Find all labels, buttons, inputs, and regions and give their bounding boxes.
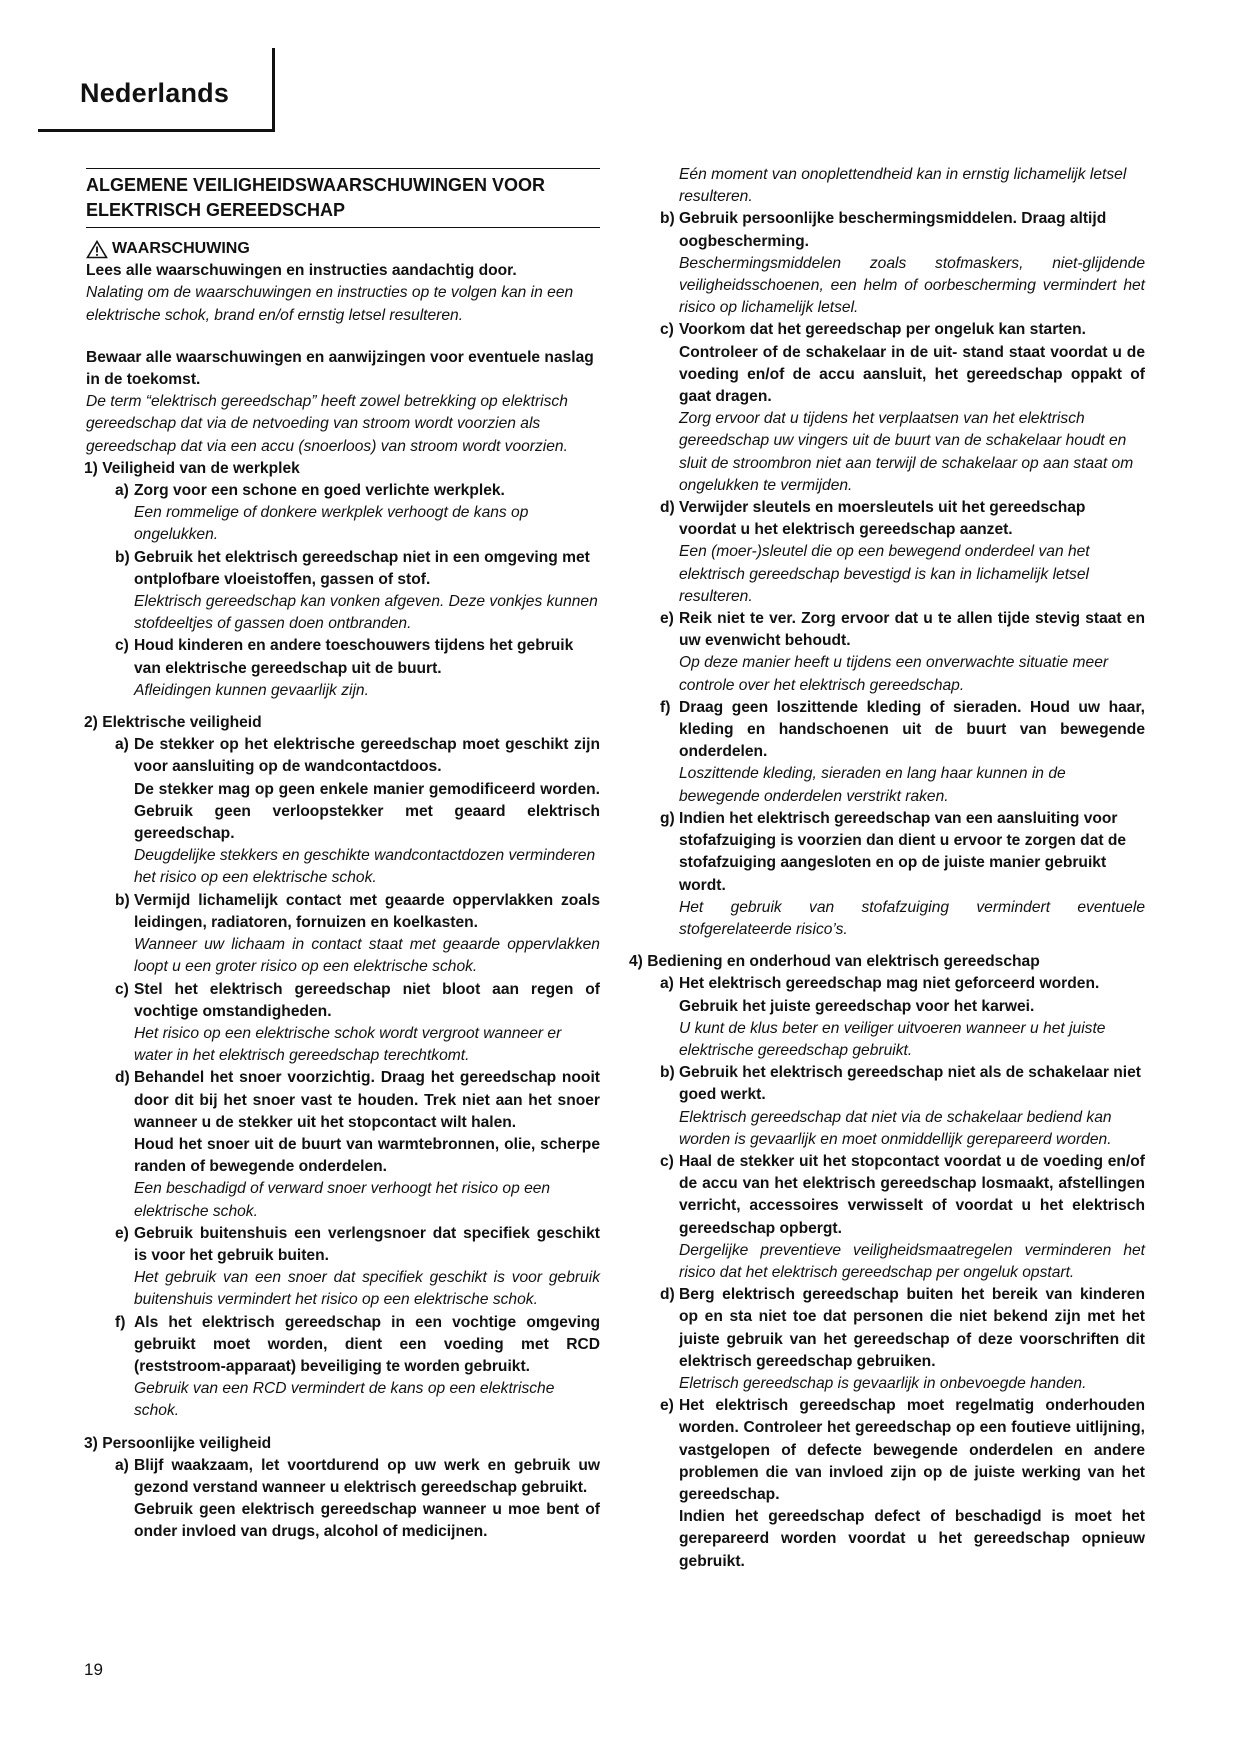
tab-border-vertical bbox=[272, 48, 275, 132]
keep-instructions-italic: De term “elektrisch gereedschap” heeft zowel betrekking op elektrisch gereedschap dat via de netvoeding van stroom wordt voorzien als gereedschap dat via een accu (snoerloos) van stroom wordt voorzien. bbox=[86, 393, 568, 455]
list-item: f) Als het elektrisch gereedschap in een vochtige omgeving gebruikt moet worden, dient een voeding met RCD (reststroom-apparaat) beveiliging te worden gebruikt. Gebruik van een RCD vermindert de kans op een elektrische schok. bbox=[115, 1313, 600, 1420]
language-tab bbox=[38, 48, 274, 132]
list-item: a) De stekker op het elektrische gereedschap moet geschikt zijn voor aansluiting op de wandcontactdoos. De stekker mag op geen enkele manier gemodificeerd worden. Gebruik geen verloopstekker met geaard elektrisch gereedschap. Deugdelijke stekkers en geschikte wandcontactdozen verminderen het risico op een elektrische schok. bbox=[115, 736, 600, 887]
list-item: f) Draag geen loszittende kleding of sieraden. Houd uw haar, kleding en handschoenen uit de buurt van bewegende onderdelen. Loszittende kleding, sieraden en lang haar kunnen in de bewegende onderdelen verstrikt raken. bbox=[660, 698, 1145, 805]
warning-triangle-icon bbox=[86, 240, 108, 259]
left-column bbox=[86, 168, 600, 1544]
list-item: e) Gebruik buitenshuis een verlengsnoer dat specifiek geschikt is voor het gebruik buiten. Het gebruik van een snoer dat specifiek geschikt is voor gebruik buitenshuis vermindert het risico op een elektrische schok. bbox=[115, 1224, 600, 1309]
section-4-heading: 4) Bediening en onderhoud van elektrisch gereedschap bbox=[629, 953, 1040, 971]
list-item: b) Vermijd lichamelijk contact met geaarde oppervlakken zoals leidingen, radiatoren, fornuizen en koelkasten. Wanneer uw lichaam in contact staat met geaarde oppervlakken loopt u een groter risico op een elektrische schok. bbox=[115, 891, 600, 976]
list-item: b) Gebruik het elektrisch gereedschap niet in een omgeving met ontplofbare vloeistoffen, gassen of stof. Elektrisch gereedschap kan vonken afgeven. Deze vonkjes kunnen stofdeeltjes of gassen doen ontbranden. bbox=[115, 548, 598, 633]
section-2-heading: 2) Elektrische veiligheid bbox=[84, 714, 262, 732]
list-item: d) Behandel het snoer voorzichtig. Draag het gereedschap nooit door dit bij het snoer vast te houden. Trek niet aan het snoer wanneer u de stekker uit het stopcontact wilt halen. Houd het snoer uit de buurt van warmtebronnen, olie, scherpe randen of bewegende onderdelen. Een beschadigd of verward snoer verhoogt het risico op een elektrische schok. bbox=[115, 1069, 600, 1220]
list-item: c) Houd kinderen en andere toeschouwers tijdens het gebruik van elektrische gereedschap uit de buurt. Afleidingen kunnen gevaarlijk zijn. bbox=[115, 637, 574, 699]
intro-italic: Nalating om de waarschuwingen en instructies op te volgen kan in een elektrische schok, brand en/of ernstig letsel resulteren. bbox=[86, 284, 574, 324]
right-column bbox=[631, 168, 1145, 1573]
intro-bold: Lees alle waarschuwingen en instructies aandachtig door. bbox=[86, 262, 517, 280]
list-item: g) Indien het elektrisch gereedschap van een aansluiting voor stofafzuiging is voorzien dan dient u ervoor te zorgen dat de stofafzuiging aangesloten en op de juiste manier gebruikt wordt. Het gebruik van stofafzuiging vermindert eventuele stofgerelateerde risico’s. bbox=[660, 809, 1145, 938]
list-item: c) Stel het elektrisch gereedschap niet bloot aan regen of vochtige omstandigheden. Het risico op een elektrische schok wordt vergroot wanneer er water in het elektrisch gereedschap terechtkomt. bbox=[115, 980, 600, 1065]
list-item: b) Gebruik het elektrisch gereedschap niet als de schakelaar niet goed werkt. Elektrisch gereedschap dat niet via de schakelaar bediend kan worden is gevaarlijk en moet onmiddellijk gerepareerd worden. bbox=[660, 1064, 1141, 1148]
list-item: d) Verwijder sleutels en moersleutels uit het gereedschap voordat u het elektrisch gereedschap aanzet. Een (moer-)sleutel die op een bewegend onderdeel van het elektrisch gereedschap bevestigd is kan in lichamelijk letsel resulteren. bbox=[660, 499, 1090, 605]
tab-border-horizontal bbox=[38, 129, 275, 132]
list-item: a) Zorg voor een schone en goed verlichte werkplek. Een rommelige of donkere werkplek verhoogt de kans op ongelukken. bbox=[115, 482, 529, 544]
list-item: b) Gebruik persoonlijke beschermingsmiddelen. Draag altijd oogbescherming. Beschermingsmiddelen zoals stofmaskers, niet-glijdende veiligheidsschoenen, een helm of oorbescherming vermindert het risico op lichamelijk letsel. bbox=[660, 210, 1145, 317]
list-item: c) Haal de stekker uit het stopcontact voordat u de voeding en/of de accu van het elektrisch gereedschap losmaakt, afstellingen verricht, accessoires verwisselt of voordat u het elektrisch gereedschap opbergt. Dergelijke preventieve veiligheidsmaatregelen verminderen het risico dat het elektrisch gereedschap per ongeluk opstart. bbox=[660, 1152, 1145, 1281]
section-1-heading: 1) Veiligheid van de werkplek bbox=[84, 459, 300, 477]
list-item: e) Reik niet te ver. Zorg ervoor dat u te allen tijde stevig staat en uw evenwicht behoudt. Op deze manier heeft u tijdens een onverwachte situatie meer controle over het elektrisch gereedschap. bbox=[660, 610, 1145, 694]
list-item: c) Voorkom dat het gereedschap per ongeluk kan starten. Controleer of de schakelaar in de uit- stand staat voordat u de voeding en/of de accu aansluit, het gereedschap oppakt of gaat dragen. Zorg ervoor dat u tijdens het verplaatsen van het elektrisch gereedschap uw vingers uit de buurt van de schakelaar houdt en sluit de stroombron niet aan terwijl de schakelaar op aan staat om ongelukken te vermijden. bbox=[660, 321, 1145, 494]
section-title: ALGEMENE VEILIGHEIDSWAARSCHUWINGEN VOOR ELEKTRISCH GEREEDSCHAP bbox=[86, 175, 546, 220]
list-item: a) Het elektrisch gereedschap mag niet geforceerd worden. Gebruik het juiste gereedschap voor het karwei. U kunt de klus beter en veiliger uitvoeren wanneer u het juiste elektrische gereedschap gebruikt. bbox=[660, 975, 1106, 1059]
warning-heading bbox=[86, 238, 600, 260]
section-3-heading: 3) Persoonlijke veiligheid bbox=[84, 1434, 272, 1452]
keep-instructions-bold: Bewaar alle waarschuwingen en aanwijzingen voor eventuele naslag in de toekomst. bbox=[86, 348, 594, 389]
section-title-block bbox=[86, 168, 600, 228]
language-label: Nederlands bbox=[80, 78, 230, 108]
list-item: a) Blijf waakzaam, let voortdurend op uw werk en gebruik uw gezond verstand wanneer u elektrisch gereedschap gebruikt. Gebruik geen elektrisch gereedschap wanneer u moe bent of onder invloed van drugs, alcohol of medicijnen. bbox=[115, 1456, 600, 1541]
s3a-italic: Eén moment van onoplettendheid kan in ernstig lichamelijk letsel resulteren. bbox=[679, 166, 1127, 206]
warning-label: WAARSCHUWING bbox=[112, 240, 250, 257]
list-item: e) Het elektrisch gereedschap moet regelmatig onderhouden worden. Controleer het gereedschap op een foutieve uitlijning, vastgelopen of defecte bewegende onderdelen en andere problemen die van invloed zijn op de juiste werking van het gereedschap. Indien het gereedschap defect of beschadigd is moet het gerepareerd worden voordat u het gereedschap opnieuw gebruikt. bbox=[660, 1397, 1145, 1570]
page-number: 19 bbox=[84, 1660, 103, 1679]
list-item: d) Berg elektrisch gereedschap buiten het bereik van kinderen op en sta niet toe dat personen die niet bekend zijn met het juiste gebruik van het gereedschap of deze voorschriften dit elektrisch gereedschap gebruiken. Eletrisch gereedschap is gevaarlijk in onbevoegde handen. bbox=[660, 1286, 1145, 1392]
